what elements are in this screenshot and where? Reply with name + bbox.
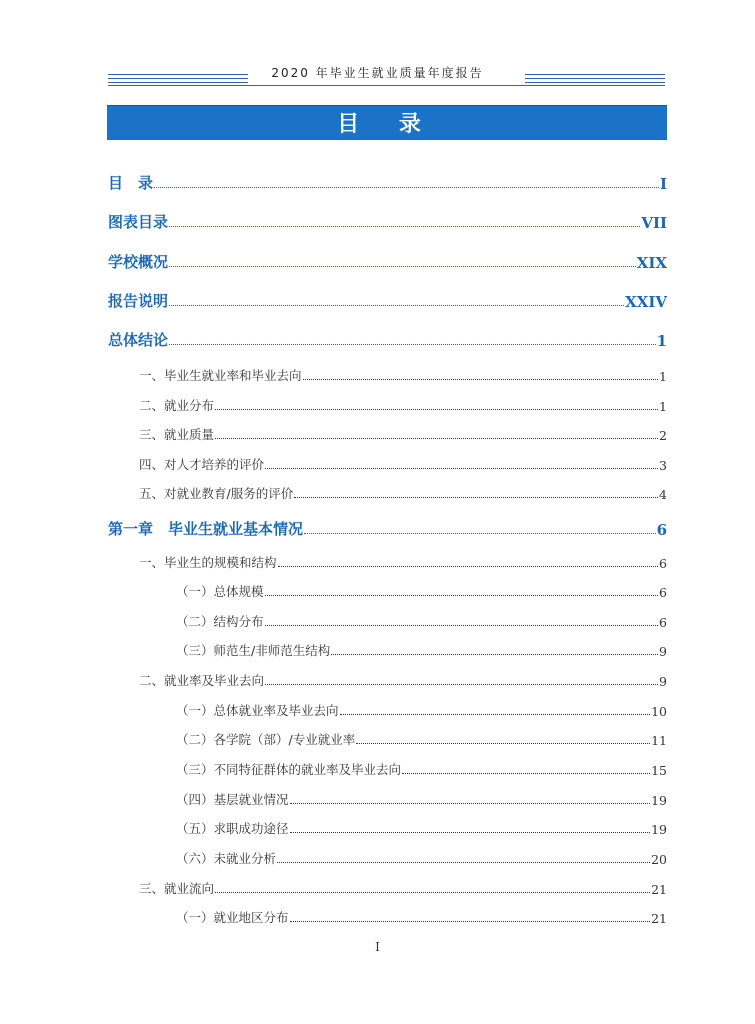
toc-entry-label: （三）不同特征群体的就业率及毕业去向 [176, 762, 402, 777]
toc-entry-page: VII [641, 214, 667, 232]
toc-entry[interactable] [139, 396, 667, 414]
toc-entry[interactable] [139, 455, 667, 473]
toc-entry[interactable] [108, 518, 667, 539]
toc-leader-dots [154, 187, 659, 188]
toc-entry-page: 19 [651, 793, 667, 808]
toc-entry-page: 20 [651, 852, 667, 867]
toc-leader-dots [215, 892, 650, 893]
toc-entry[interactable] [176, 849, 667, 867]
toc-leader-dots [331, 654, 658, 655]
toc-leader-dots [304, 533, 656, 534]
toc-entry[interactable] [176, 760, 667, 778]
toc-entry-label: 学校概况 [108, 253, 169, 271]
toc-entry-label: 二、就业率及毕业去向 [139, 673, 265, 688]
toc-leader-dots [294, 497, 658, 498]
toc-leader-dots [290, 803, 651, 804]
toc-leader-dots [265, 595, 659, 596]
toc-entry[interactable] [139, 879, 667, 897]
toc-entry-label: （二）结构分布 [176, 614, 264, 629]
toc-entry-label: （五）求职成功途径 [176, 821, 289, 836]
toc-entry[interactable] [139, 484, 667, 502]
toc-entry-page: 15 [651, 763, 667, 778]
toc-entry[interactable] [108, 211, 667, 232]
toc-entry[interactable] [176, 908, 667, 926]
toc-entry-label: 一、毕业生的规模和结构 [139, 555, 277, 570]
toc-entry-label: 五、对就业教育/服务的评价 [139, 486, 294, 501]
toc-entry-page: 2 [659, 428, 667, 443]
footer-page-number: I [375, 940, 380, 954]
toc-entry-label: 三、就业流向 [139, 881, 215, 896]
toc-entry-page: 10 [651, 704, 667, 719]
toc-entry[interactable] [108, 329, 667, 350]
toc-entry-page: 1 [659, 369, 667, 384]
toc-entry[interactable] [176, 790, 667, 808]
toc-entry-page: 21 [651, 882, 667, 897]
toc-leader-dots [290, 921, 651, 922]
toc-entry-label: （一）总体就业率及毕业去向 [176, 703, 339, 718]
toc-entry-label: （一）总体规模 [176, 584, 264, 599]
toc-entry[interactable] [108, 290, 667, 311]
toc-entry[interactable] [139, 553, 667, 571]
toc-entry-label: （二）各学院（部）/专业就业率 [176, 732, 356, 747]
toc-entry[interactable] [176, 641, 667, 659]
toc-entry[interactable] [176, 582, 667, 600]
toc-entry-page: 6 [659, 585, 667, 600]
toc-entry[interactable] [176, 612, 667, 630]
toc-entry-label: 目 录 [108, 174, 154, 192]
toc-leader-dots [169, 305, 624, 306]
toc-entry[interactable] [139, 366, 667, 384]
toc-entry-label: 总体结论 [108, 331, 169, 349]
toc-leader-dots [265, 684, 658, 685]
toc-entry-label: 第一章 毕业生就业基本情况 [108, 520, 304, 538]
toc-entry-page: I [659, 175, 667, 193]
toc-entry-label: （一）就业地区分布 [176, 910, 289, 925]
toc-leader-dots [169, 344, 656, 345]
toc-entry-label: 报告说明 [108, 292, 169, 310]
toc-entry[interactable] [108, 251, 667, 272]
toc-leader-dots [278, 566, 659, 567]
toc-entry-page: 9 [659, 644, 667, 659]
toc-entry-page: 19 [651, 822, 667, 837]
toc-leader-dots [215, 438, 658, 439]
toc-entry[interactable] [176, 819, 667, 837]
toc-entry-page: 1 [656, 332, 667, 350]
toc-entry-label: 二、就业分布 [139, 398, 215, 413]
toc-entry-page: XIX [636, 254, 667, 272]
toc-entry-label: （三）师范生/非师范生结构 [176, 643, 331, 658]
toc-entry-page: 1 [659, 399, 667, 414]
toc-entry-label: 一、毕业生就业率和毕业去向 [139, 368, 302, 383]
toc-entry[interactable] [176, 730, 667, 748]
toc-entry-page: 6 [656, 521, 667, 539]
toc-leader-dots [169, 226, 640, 227]
toc-leader-dots [265, 625, 659, 626]
toc-entry-label: 四、对人才培养的评价 [139, 457, 265, 472]
toc-entry-label: 三、就业质量 [139, 427, 215, 442]
toc-entry-page: 21 [651, 911, 667, 926]
toc-leader-dots [169, 266, 636, 267]
toc-entry-page: 4 [659, 487, 667, 502]
toc-entry-page: XXIV [625, 293, 667, 311]
toc-entry-label: （四）基层就业情况 [176, 792, 289, 807]
toc-leader-dots [215, 409, 658, 410]
header-title: 2020 年毕业生就业质量年度报告 [271, 66, 484, 80]
toc-entry-label: （六）未就业分析 [176, 851, 277, 866]
toc-entry-page: 11 [651, 733, 667, 748]
toc-entry-page: 6 [659, 556, 667, 571]
toc-entry[interactable] [176, 701, 667, 719]
toc-entry-label: 图表目录 [108, 213, 169, 231]
toc-leader-dots [303, 379, 659, 380]
toc-entry[interactable] [139, 425, 667, 443]
toc-leader-dots [402, 773, 650, 774]
toc-entry-page: 3 [659, 458, 667, 473]
toc-entry[interactable] [108, 172, 667, 193]
toc-leader-dots [340, 714, 651, 715]
toc-entry[interactable] [139, 671, 667, 689]
toc-entry-page: 9 [659, 674, 667, 689]
toc-leader-dots [265, 468, 658, 469]
toc-entry-page: 6 [659, 615, 667, 630]
toc-leader-dots [277, 862, 650, 863]
toc-leader-dots [290, 832, 651, 833]
toc-banner-title: 目 录 [337, 112, 437, 137]
toc-leader-dots [356, 743, 650, 744]
